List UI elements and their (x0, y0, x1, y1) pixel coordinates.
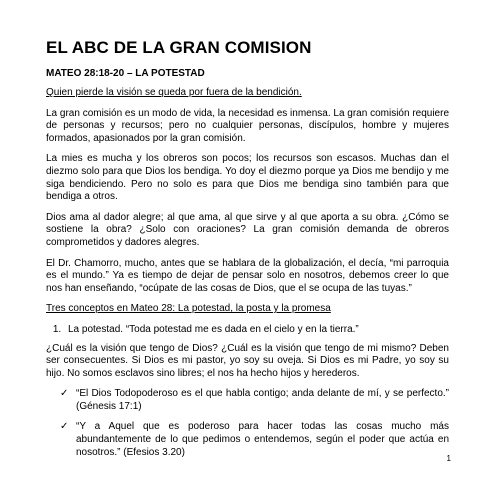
checkmark-icon: ✓ (60, 388, 69, 400)
paragraph-4: El Dr. Chamorro, mucho, antes que se hablara de la globalización, el decía, “mi parroquia es el mundo.” Ya es tiempo de dejar de pensar solo en nosotros, debemos creer lo que nos han enseñando, “ocúpate de las cosas de Dios, que el se ocupa de las tuyas.” (46, 257, 449, 294)
paragraph-5: ¿Cuál es la visión que tengo de Dios? ¿Cuál es la visión que tengo de mi mismo? Deben ser consecuentes. Si Dios es mi pastor, yo soy su oveja. Si Dios es mi Padre, yo soy su hijo. No somos esclavos sino libres; el nos ha hecho hijos y herederos. (46, 342, 449, 379)
numbered-list (46, 324, 449, 337)
paragraph-2: La mies es mucha y los obreros son pocos; los recursos son escasos. Muchas dan el diezmo solo para que Dios los bendiga. Yo doy el diezmo porque ya Dios me bendijo y me siga bendiciendo. Pero no solo es para que Dios me bendiga sino también para que bendiga a otros. (46, 153, 449, 203)
document-title: EL ABC DE LA GRAN COMISION (46, 38, 312, 57)
page-number: 1 (446, 454, 451, 463)
paragraph-1: La gran comisión es un modo de vida, la necesidad es inmensa. La gran comisión requiere de personas y recursos; pero no cualquier personas, discípulos, hombre y mujeres formados, apasionados por la gran comisión. (46, 107, 450, 144)
check-item-1 (60, 388, 449, 413)
checkmark-icon: ✓ (60, 421, 69, 433)
check-item-text: “Y a Aquel que es poderoso para hacer todas las cosas mucho más abundantemente de lo que pedimos o entendemos, según el poder que actúa en nosotros.” (Efesios 3.20) (76, 421, 449, 458)
lead-line: Quien pierde la visión se queda por fuera de la bendición. (46, 87, 302, 98)
check-item-2 (60, 421, 449, 459)
check-list (46, 388, 449, 459)
numbered-item-1: 1. La potestad. “Toda potestad me es dada en el cielo y en la tierra.” (64, 324, 449, 337)
document-subtitle: MATEO 28:18-20 – LA POTESTAD (46, 68, 205, 79)
check-item-text: “El Dios Todopoderoso es el que habla contigo; anda delante de mí, y se perfecto.” (Génesis 17:1) (76, 388, 449, 412)
paragraph-3: Dios ama al dador alegre; al que ama, al que sirve y al que aporta a su obra. ¿Cómo se sostiene la obra? ¿Solo con oraciones? La gran comisión demanda de obreros comprometidos y dadores alegres. (46, 211, 449, 248)
section-heading: Tres conceptos en Mateo 28: La potestad, la posta y la promesa (46, 303, 331, 315)
